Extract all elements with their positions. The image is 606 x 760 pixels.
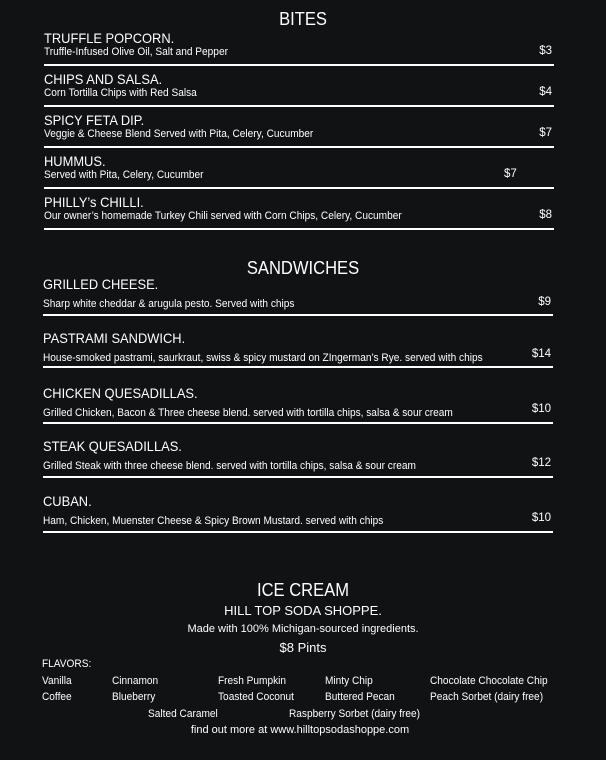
item-name: CHICKEN QUESADILLAS.	[43, 385, 198, 401]
item-description: Sharp white cheddar & arugula pesto. Served with chips	[43, 298, 295, 310]
flavor-item: Coffee	[42, 691, 72, 703]
menu-item	[44, 72, 554, 110]
divider	[43, 366, 553, 368]
menu-item	[43, 439, 553, 479]
divider	[43, 476, 553, 478]
item-description: Served with Pita, Celery, Cucumber	[44, 169, 204, 181]
divider	[44, 187, 554, 189]
item-price: $4	[539, 86, 552, 98]
item-name: HUMMUS.	[44, 153, 106, 169]
item-price: $10	[531, 512, 551, 524]
menu-item	[43, 494, 553, 534]
item-price: $7	[504, 168, 517, 180]
item-name: CHIPS AND SALSA.	[44, 71, 163, 87]
website-footer: find out more at www.hilltopsodashoppe.com	[190, 724, 410, 736]
divider	[43, 422, 553, 424]
divider	[44, 105, 554, 107]
item-name: SPICY FETA DIP.	[44, 112, 145, 128]
sandwiches-title: SANDWICHES	[246, 258, 360, 278]
item-name: CUBAN.	[43, 493, 92, 509]
item-name: PHILLY’s CHILLI.	[44, 194, 144, 210]
item-price: $7	[539, 127, 552, 139]
menu-item	[43, 277, 553, 317]
item-description: Grilled Steak with three cheese blend. served with tortilla chips, salsa & sour cream	[43, 460, 416, 472]
flavor-item: Minty Chip	[325, 675, 373, 687]
flavors-label: FLAVORS:	[42, 658, 92, 670]
item-description: Veggie & Cheese Blend Served with Pita, Celery, Cucumber	[44, 128, 314, 140]
item-price: $8	[539, 209, 552, 221]
divider	[44, 228, 554, 230]
item-price: $14	[531, 348, 551, 360]
flavor-item: Blueberry	[112, 691, 156, 703]
item-description: Ham, Chicken, Muenster Cheese & Spicy Brown Mustard. served with chips	[43, 515, 384, 527]
shop-name: HILL TOP SODA SHOPPE.	[224, 603, 382, 618]
divider	[43, 531, 553, 533]
flavor-item: Chocolate Chocolate Chip	[430, 675, 548, 687]
item-price: $3	[539, 45, 552, 57]
item-price: $9	[538, 296, 551, 308]
divider	[43, 314, 553, 316]
item-price: $12	[531, 457, 551, 469]
menu-item	[44, 31, 554, 69]
menu-item	[44, 195, 554, 233]
item-description: Grilled Chicken, Bacon & Three cheese blend. served with tortilla chips, salsa & sour cream	[43, 407, 453, 419]
divider	[44, 146, 554, 148]
item-name: PASTRAMI SANDWICH.	[43, 330, 186, 346]
flavor-item: Peach Sorbet (dairy free)	[430, 691, 544, 703]
ice-cream-title: ICE CREAM	[256, 580, 349, 600]
item-name: TRUFFLE POPCORN.	[44, 30, 175, 46]
flavor-item: Toasted Coconut	[218, 691, 294, 703]
flavor-item: Cinnamon	[112, 675, 159, 687]
flavor-item: Buttered Pecan	[325, 691, 395, 703]
flavor-item: Fresh Pumpkin	[218, 675, 287, 687]
item-description: Corn Tortilla Chips with Red Salsa	[44, 87, 197, 99]
menu-item	[44, 154, 554, 192]
item-name: GRILLED CHEESE.	[43, 276, 159, 292]
item-name: STEAK QUESADILLAS.	[43, 438, 182, 454]
item-description: Our owner’s homemade Turkey Chili served with Corn Chips, Celery, Cucumber	[44, 210, 402, 222]
flavor-item: Salted Caramel	[148, 708, 218, 720]
flavor-item: Raspberry Sorbet (dairy free)	[289, 708, 421, 720]
flavor-item: Vanilla	[42, 675, 72, 687]
item-description: Truffle-Infused Olive Oil, Salt and Pepper	[44, 46, 228, 58]
pint-price: $8 Pints	[279, 640, 327, 655]
divider	[44, 64, 554, 66]
tagline: Made with 100% Michigan-sourced ingredients.	[187, 623, 419, 635]
menu-item	[43, 331, 553, 371]
bites-title: BITES	[279, 9, 327, 29]
menu-item	[43, 386, 553, 426]
menu-item	[44, 113, 554, 151]
item-price: $10	[531, 403, 551, 415]
item-description: House-smoked pastrami, saurkraut, swiss & spicy mustard on ZIngerman’s Rye. served with chips	[43, 352, 483, 364]
